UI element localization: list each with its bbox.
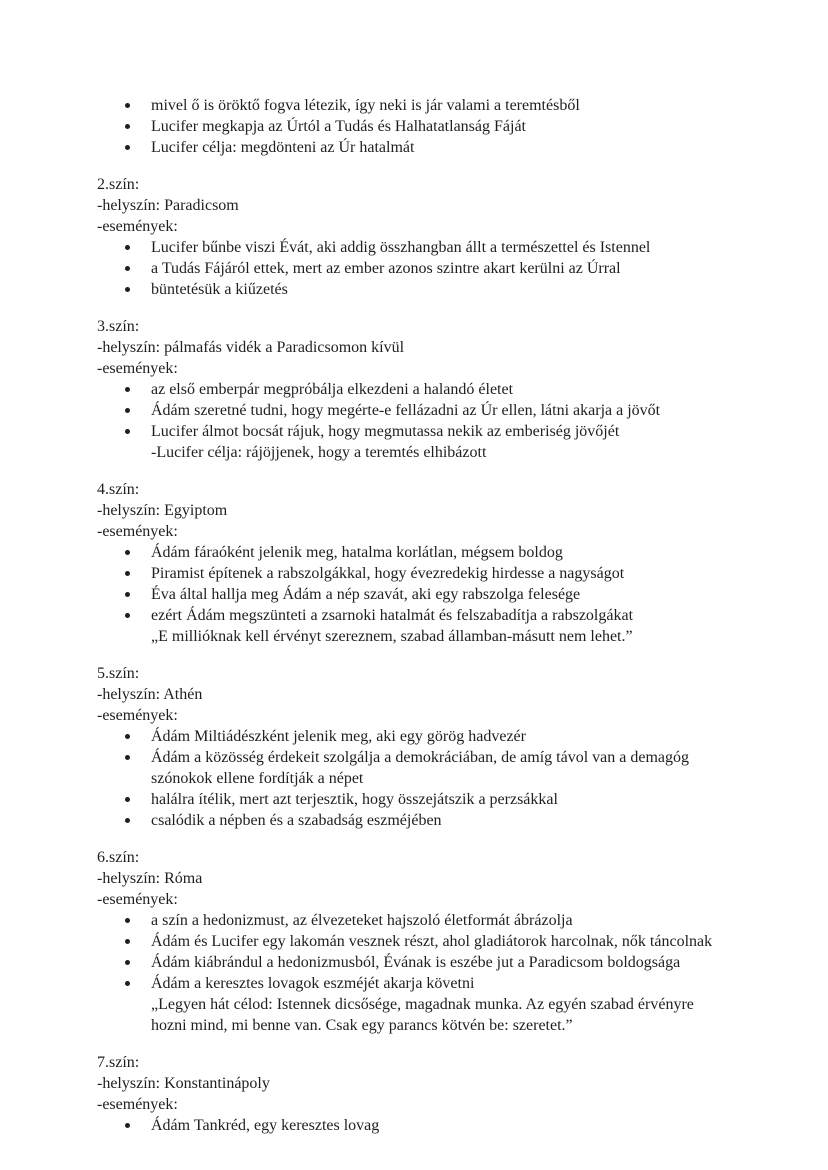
event-item — [97, 952, 788, 973]
event-item — [97, 789, 788, 810]
scene-title: 5.szín: — [97, 665, 140, 682]
event-text: Ádám kiábrándul a hedonizmusból, Évának is eszébe jut a Paradicsom boldogsága — [151, 954, 681, 971]
scene-section-6 — [97, 847, 788, 1036]
event-item — [97, 747, 788, 789]
scene-title: 3.szín: — [97, 318, 140, 335]
event-text: ezért Ádám megszünteti a zsarnoki hatalmát és felszabadítja a rabszolgákat — [151, 607, 634, 624]
event-item — [97, 237, 788, 258]
event-item — [97, 563, 788, 584]
event-text: Ádám és Lucifer egy lakomán vesznek részt, ahol gladiátorok harcolnak, nők táncolnak — [151, 933, 713, 950]
event-note-quote: „Legyen hát célod: Istennek dicsősége, magadnak munka. Az egyén szabad érvényre — [151, 996, 694, 1013]
scene-title: 4.szín: — [97, 481, 140, 498]
scene-location: -helyszín: Egyiptom — [97, 502, 228, 519]
event-item — [97, 258, 788, 279]
scene-title: 2.szín: — [97, 176, 140, 193]
scene-section-2 — [97, 174, 788, 300]
scene-location: -helyszín: Róma — [97, 870, 203, 887]
scene-event-list — [97, 379, 788, 463]
event-note: -Lucifer célja: rájöjjenek, hogy a teremtés elhibázott — [151, 444, 487, 461]
bullet-item — [97, 137, 788, 158]
event-text: Ádám a közösség érdekeit szolgálja a demokráciában, de amíg távol van a demagóg — [151, 749, 690, 766]
bullet-text: mivel ő is öröktő fogva létezik, így neki is jár valami a teremtésből — [151, 97, 580, 114]
event-item — [97, 910, 788, 931]
event-text: Lucifer bűnbe viszi Évát, aki addig összhangban állt a természettel és Istennel — [151, 239, 651, 256]
event-item — [97, 379, 788, 400]
scene-event-list — [97, 542, 788, 647]
event-item — [97, 584, 788, 605]
scene-location: -helyszín: Konstantinápoly — [97, 1075, 270, 1092]
scene-events-label: -események: — [97, 891, 178, 908]
event-item — [97, 279, 788, 300]
event-note-quote: „E millióknak kell érvényt szereznem, szabad államban-másutt nem lehet.” — [151, 628, 633, 645]
event-text: az első emberpár megpróbálja elkezdeni a halandó életet — [151, 381, 514, 398]
event-text: büntetésük a kiűzetés — [151, 281, 288, 298]
scene-event-list — [97, 1115, 788, 1136]
scene-section-4 — [97, 479, 788, 647]
bullet-item — [97, 95, 788, 116]
event-text: a szín a hedonizmust, az élvezeteket hajszoló életformát ábrázolja — [151, 912, 573, 929]
scene-location: -helyszín: Athén — [97, 686, 203, 703]
event-item — [97, 1115, 788, 1136]
bullet-text: Lucifer megkapja az Úrtól a Tudás és Halhatatlanság Fáját — [151, 118, 526, 135]
scene-events-label: -események: — [97, 1096, 178, 1113]
scene-title: 6.szín: — [97, 849, 140, 866]
event-item — [97, 400, 788, 421]
intro-bullet-list — [97, 95, 788, 158]
scene-location: -helyszín: Paradicsom — [97, 197, 239, 214]
scene-section-5 — [97, 663, 788, 831]
event-item — [97, 726, 788, 747]
event-item — [97, 931, 788, 952]
event-item — [97, 421, 788, 463]
scene-section-3 — [97, 316, 788, 463]
scene-location: -helyszín: pálmafás vidék a Paradicsomon kívül — [97, 339, 405, 356]
event-text: Lucifer álmot bocsát rájuk, hogy megmutassa nekik az emberiség jövőjét — [151, 423, 620, 440]
event-item — [97, 542, 788, 563]
scene-title: 7.szín: — [97, 1054, 140, 1071]
event-text: Ádám a keresztes lovagok eszméjét akarja követni — [151, 975, 475, 992]
event-text: Piramist építenek a rabszolgákkal, hogy évezredekig hirdesse a nagyságot — [151, 565, 625, 582]
event-text-continued: szónokok ellene fordítják a népet — [151, 770, 364, 787]
event-note-quote-continued: hozni mind, mi benne van. Csak egy parancs kötvén be: szeretet.” — [151, 1017, 573, 1034]
event-text: Ádám szeretné tudni, hogy megérte-e fellázadni az Úr ellen, látni akarja a jövőt — [151, 402, 661, 419]
event-item — [97, 973, 788, 1036]
event-text: halálra ítélik, mert azt terjesztik, hogy összejátszik a perzsákkal — [151, 791, 558, 808]
scene-events-label: -események: — [97, 360, 178, 377]
event-text: Ádám Miltiádészként jelenik meg, aki egy görög hadvezér — [151, 728, 526, 745]
scene-events-label: -események: — [97, 707, 178, 724]
scene-event-list — [97, 237, 788, 300]
event-text: Ádám fáraóként jelenik meg, hatalma korlátlan, mégsem boldog — [151, 544, 563, 561]
event-item — [97, 605, 788, 647]
scene-events-label: -események: — [97, 218, 178, 235]
bullet-text: Lucifer célja: megdönteni az Úr hatalmát — [151, 139, 415, 156]
event-text: Ádám Tankréd, egy keresztes lovag — [151, 1117, 380, 1134]
scene-event-list — [97, 910, 788, 1036]
bullet-item — [97, 116, 788, 137]
event-text: csalódik a népben és a szabadság eszméjében — [151, 812, 442, 829]
event-text: Éva által hallja meg Ádám a nép szavát, aki egy rabszolga felesége — [151, 586, 581, 603]
event-item — [97, 810, 788, 831]
scene-event-list — [97, 726, 788, 831]
scene-section-7 — [97, 1052, 788, 1136]
event-text: a Tudás Fájáról ettek, mert az ember azonos szintre akart kerülni az Úrral — [151, 260, 621, 277]
scene-events-label: -események: — [97, 523, 178, 540]
